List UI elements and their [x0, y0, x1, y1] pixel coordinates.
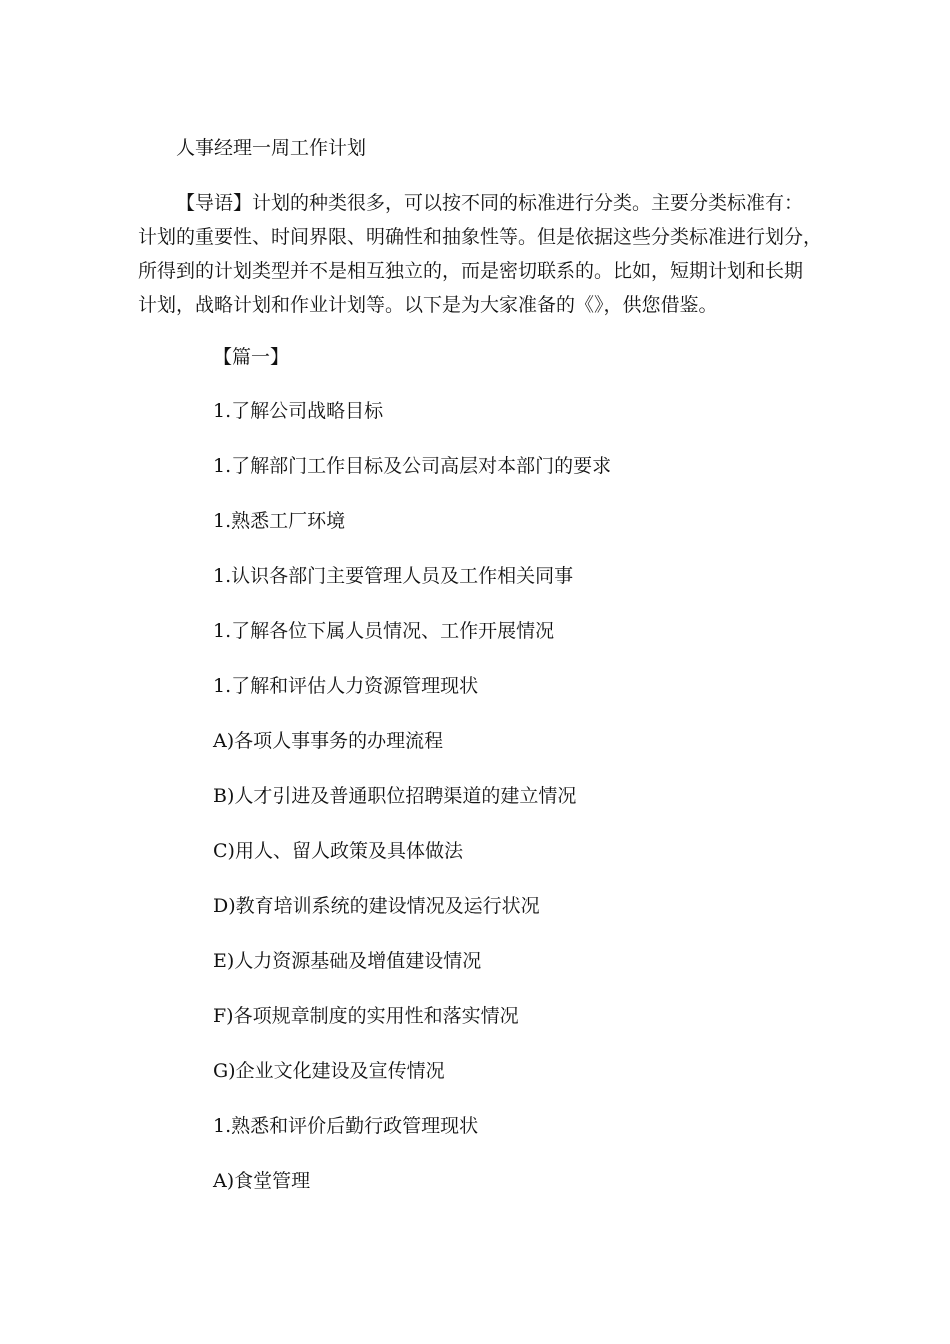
- list-item: 1.熟悉工厂环境: [213, 510, 346, 532]
- list-item: 1.了解和评估人力资源管理现状: [213, 675, 479, 697]
- list-item: B)人才引进及普通职位招聘渠道的建立情况: [213, 785, 577, 807]
- list-item: A)食堂管理: [213, 1170, 311, 1192]
- list-item: D)教育培训系统的建设情况及运行状况: [213, 895, 540, 917]
- list-item: 1.熟悉和评价后勤行政管理现状: [213, 1115, 479, 1137]
- intro-line: 【导语】计划的种类很多，可以按不同的标准进行分类。主要分类标准有：: [176, 192, 804, 214]
- list-item: 1.了解公司战略目标: [213, 400, 384, 422]
- list-item: C)用人、留人政策及具体做法: [213, 840, 463, 862]
- list-item: 1.了解各位下属人员情况、工作开展情况: [213, 620, 555, 642]
- intro-paragraph: [138, 186, 823, 322]
- list-item: F)各项规章制度的实用性和落实情况: [213, 1005, 519, 1027]
- list-item: E)人力资源基础及增值建设情况: [213, 950, 482, 972]
- intro-line: 所得到的计划类型并不是相互独立的，而是密切联系的。比如，短期计划和长期: [138, 260, 804, 282]
- document-title: 人事经理一周工作计划: [176, 137, 367, 159]
- list-item: A)各项人事事务的办理流程: [213, 730, 444, 752]
- plan-item-list: [213, 396, 611, 1221]
- list-item: 1.了解部门工作目标及公司高层对本部门的要求: [213, 455, 612, 477]
- list-item: G)企业文化建设及宣传情况: [213, 1060, 445, 1082]
- list-item: 1.认识各部门主要管理人员及工作相关同事: [213, 565, 574, 587]
- section-label: 【篇一】: [213, 346, 290, 368]
- intro-line: 计划，战略计划和作业计划等。以下是为大家准备的《》，供您借鉴。: [138, 294, 718, 316]
- intro-line: 计划的重要性、时间界限、明确性和抽象性等。但是依据这些分类标准进行划分，: [138, 226, 823, 248]
